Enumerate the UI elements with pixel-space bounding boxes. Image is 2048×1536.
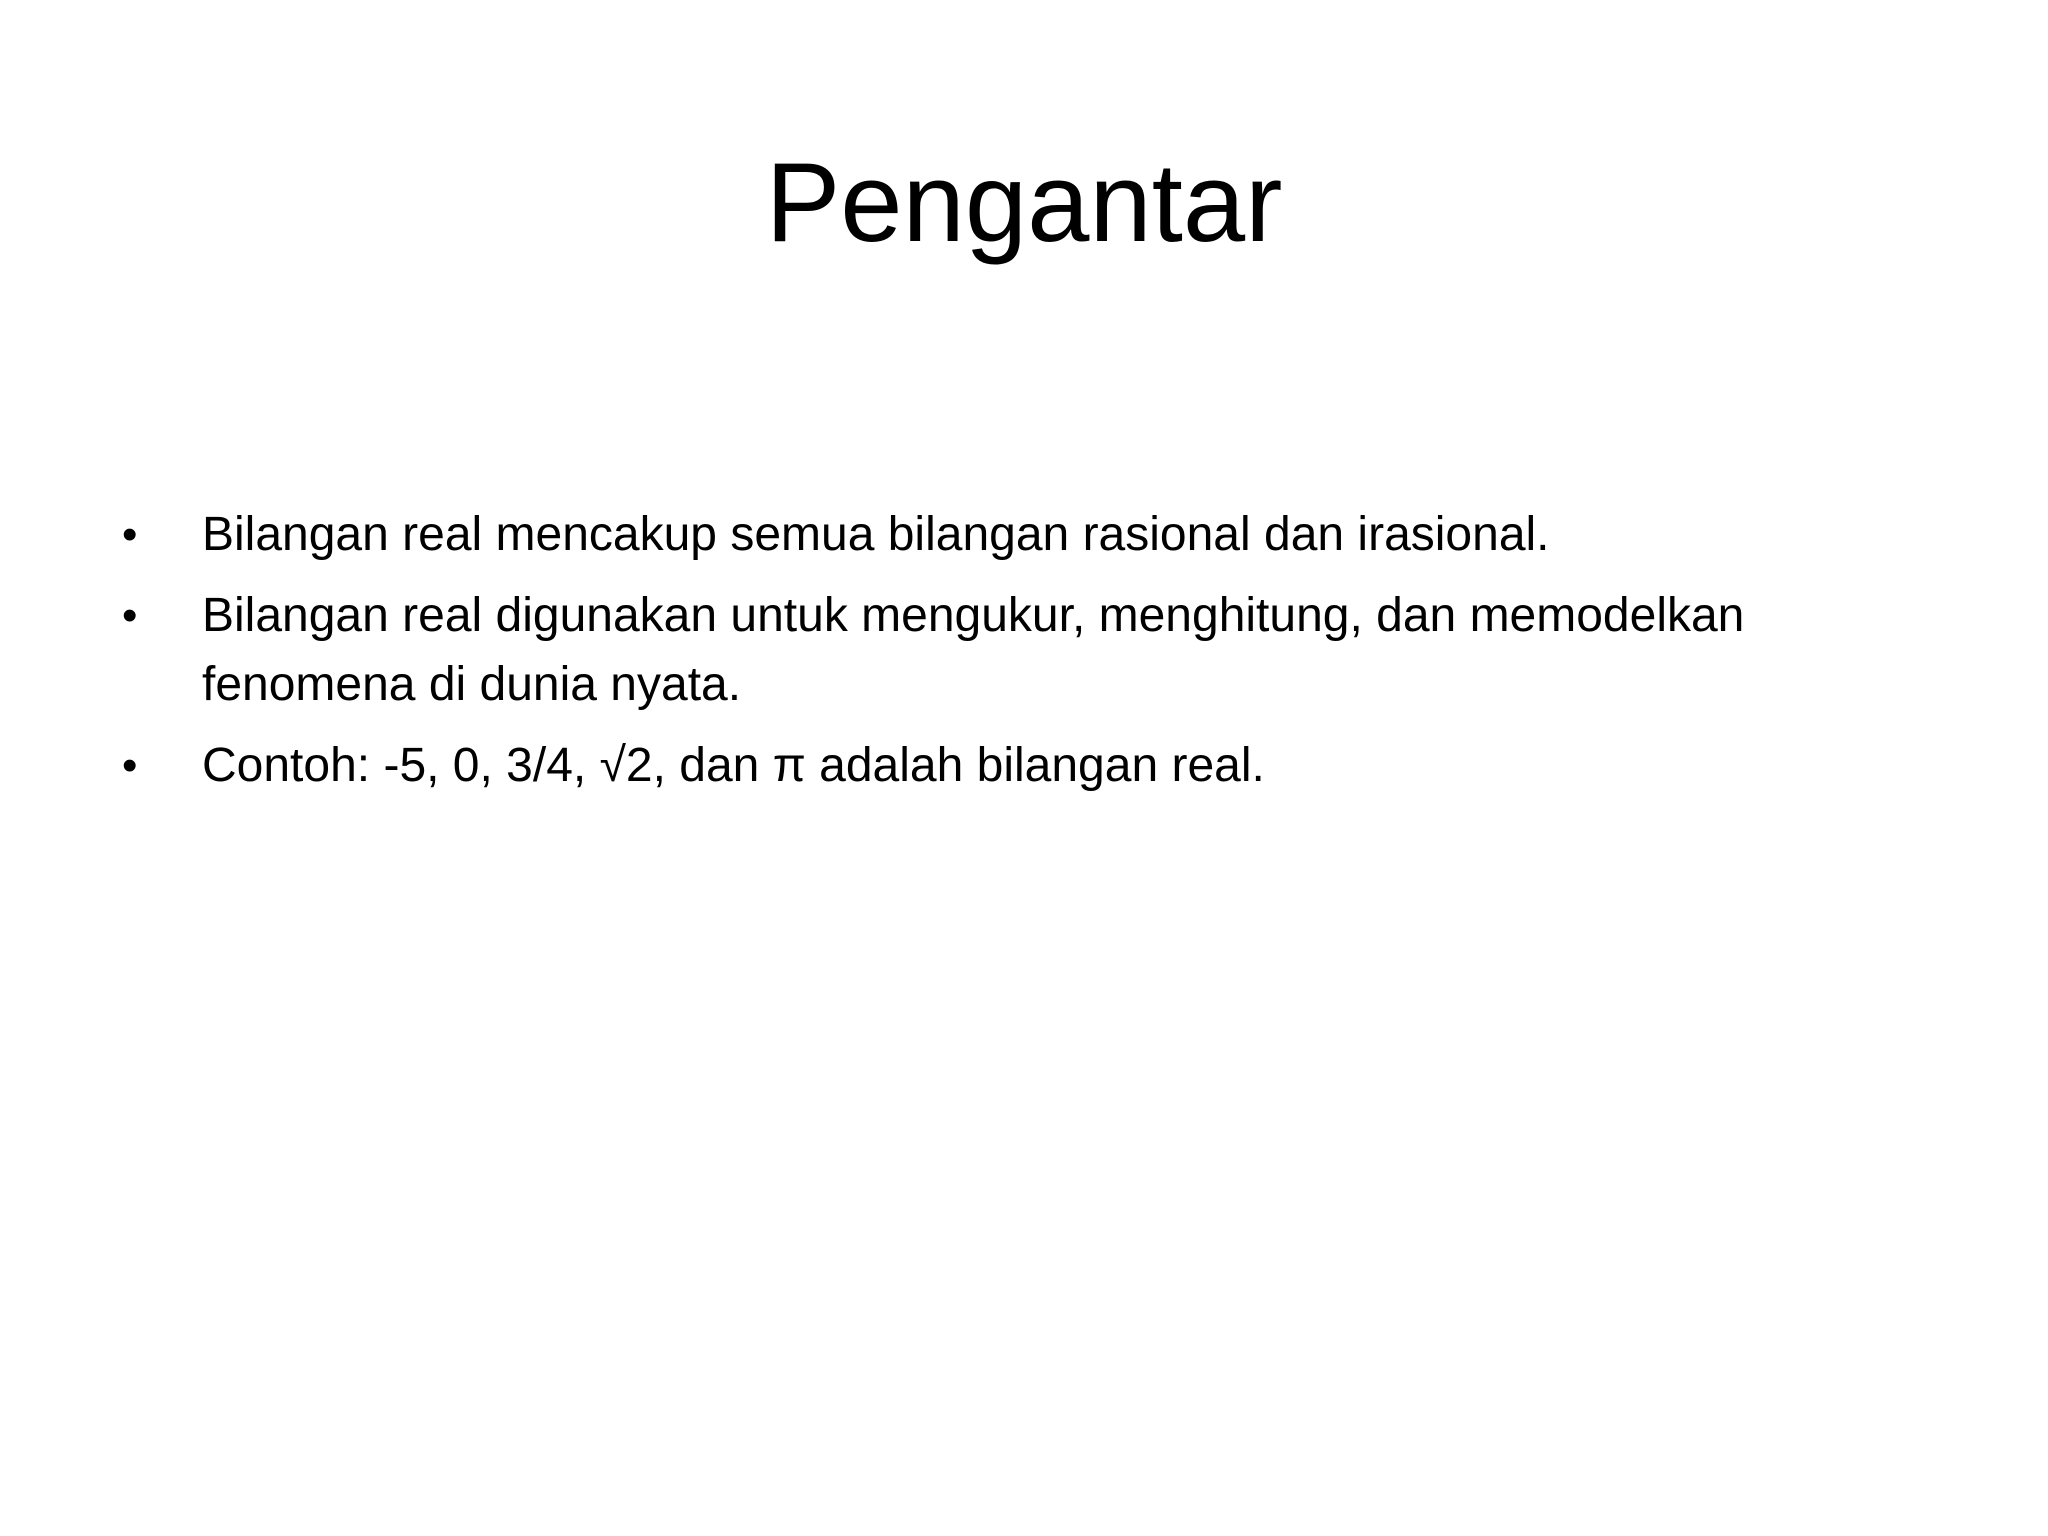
bullet-icon: • (122, 510, 138, 559)
bullet-item (120, 500, 1940, 569)
bullet-item (120, 731, 1940, 800)
bullet-text: Bilangan real mencakup semua bilangan rasional dan irasional. (202, 508, 1550, 561)
bullet-icon: • (122, 591, 138, 640)
bullet-text: Bilangan real digunakan untuk mengukur, menghitung, dan memodelkan fenomena di dunia nyata. (202, 589, 1745, 711)
bullet-icon: • (122, 741, 138, 790)
bullet-item (120, 581, 1940, 719)
bullet-text: Contoh: -5, 0, 3/4, √2, dan π adalah bilangan real. (202, 739, 1265, 792)
slide-title: Pengantar (765, 140, 1283, 265)
bullet-list (120, 500, 1940, 812)
